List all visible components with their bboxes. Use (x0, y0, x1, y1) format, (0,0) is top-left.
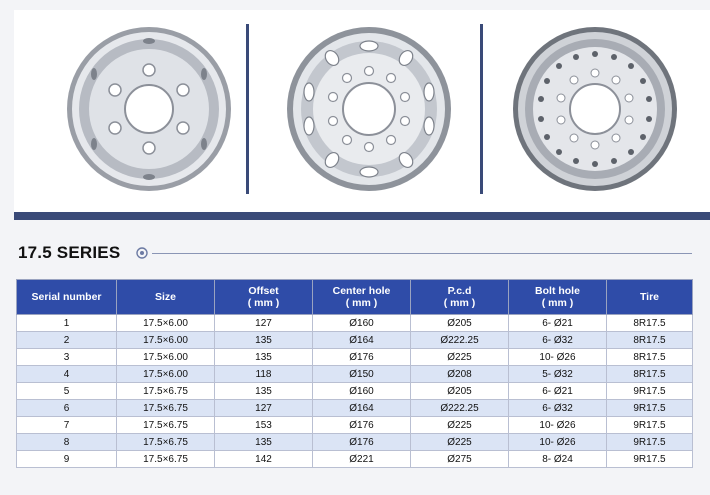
cell-bolt-hole: 6- Ø32 (509, 400, 607, 417)
cell-tire: 8R17.5 (607, 349, 693, 366)
cell-size: 17.5×6.75 (117, 417, 215, 434)
cell-offset: 153 (215, 417, 313, 434)
table-row (17, 451, 693, 468)
table-row (17, 315, 693, 332)
cell-bolt-hole: 8- Ø24 (509, 451, 607, 468)
cell-serial: 1 (17, 315, 117, 332)
series-rule (152, 253, 692, 254)
photo-divider (246, 24, 249, 194)
cell-serial: 4 (17, 366, 117, 383)
wheel-image-10-hole (284, 24, 454, 194)
cell-offset: 135 (215, 349, 313, 366)
cell-center-hole: Ø221 (313, 451, 411, 468)
table-row (17, 332, 693, 349)
cell-size: 17.5×6.00 (117, 349, 215, 366)
photo-divider (480, 24, 483, 194)
cell-bolt-hole: 6- Ø21 (509, 383, 607, 400)
table-row (17, 400, 693, 417)
cell-tire: 9R17.5 (607, 451, 693, 468)
cell-size: 17.5×6.75 (117, 400, 215, 417)
cell-pcd: Ø225 (411, 349, 509, 366)
cell-center-hole: Ø150 (313, 366, 411, 383)
cell-size: 17.5×6.75 (117, 383, 215, 400)
cell-size: 17.5×6.00 (117, 315, 215, 332)
cell-center-hole: Ø164 (313, 332, 411, 349)
cell-bolt-hole: 10- Ø26 (509, 417, 607, 434)
cell-size: 17.5×6.75 (117, 451, 215, 468)
table-row (17, 434, 693, 451)
cell-bolt-hole: 6- Ø21 (509, 315, 607, 332)
cell-center-hole: Ø160 (313, 383, 411, 400)
cell-tire: 8R17.5 (607, 315, 693, 332)
cell-center-hole: Ø160 (313, 315, 411, 332)
cell-bolt-hole: 10- Ø26 (509, 349, 607, 366)
header-center-hole: Center hole ( mm ) (313, 280, 411, 315)
wheel-image-10-hole-vented (510, 24, 680, 194)
table-header-row (17, 280, 693, 315)
cell-tire: 9R17.5 (607, 383, 693, 400)
table-row (17, 349, 693, 366)
cell-offset: 142 (215, 451, 313, 468)
cell-serial: 9 (17, 451, 117, 468)
header-tire: Tire (607, 280, 693, 315)
wheel-image-6-hole (64, 24, 234, 194)
cell-pcd: Ø225 (411, 434, 509, 451)
header-bolt-hole: Bolt hole ( mm ) (509, 280, 607, 315)
cell-bolt-hole: 5- Ø32 (509, 366, 607, 383)
cell-size: 17.5×6.00 (117, 366, 215, 383)
cell-pcd: Ø275 (411, 451, 509, 468)
header-offset: Offset ( mm ) (215, 280, 313, 315)
wheel-photo-band (14, 10, 710, 220)
cell-offset: 127 (215, 400, 313, 417)
cell-offset: 135 (215, 332, 313, 349)
cell-offset: 118 (215, 366, 313, 383)
table-row (17, 417, 693, 434)
cell-serial: 7 (17, 417, 117, 434)
cell-pcd: Ø222.25 (411, 332, 509, 349)
cell-serial: 6 (17, 400, 117, 417)
cell-pcd: Ø225 (411, 417, 509, 434)
cell-bolt-hole: 10- Ø26 (509, 434, 607, 451)
cell-offset: 135 (215, 434, 313, 451)
cell-pcd: Ø208 (411, 366, 509, 383)
cell-tire: 9R17.5 (607, 400, 693, 417)
cell-tire: 9R17.5 (607, 417, 693, 434)
cell-pcd: Ø205 (411, 383, 509, 400)
cell-center-hole: Ø176 (313, 349, 411, 366)
table-row (17, 366, 693, 383)
cell-bolt-hole: 6- Ø32 (509, 332, 607, 349)
cell-size: 17.5×6.75 (117, 434, 215, 451)
cell-center-hole: Ø176 (313, 417, 411, 434)
cell-tire: 9R17.5 (607, 434, 693, 451)
target-circle-icon (136, 247, 148, 259)
header-pcd: P.c.d ( mm ) (411, 280, 509, 315)
cell-tire: 8R17.5 (607, 366, 693, 383)
cell-serial: 2 (17, 332, 117, 349)
cell-size: 17.5×6.00 (117, 332, 215, 349)
cell-pcd: Ø205 (411, 315, 509, 332)
cell-serial: 8 (17, 434, 117, 451)
cell-pcd: Ø222.25 (411, 400, 509, 417)
table-row (17, 383, 693, 400)
header-serial-number: Serial number (17, 280, 117, 315)
cell-serial: 5 (17, 383, 117, 400)
cell-serial: 3 (17, 349, 117, 366)
cell-center-hole: Ø164 (313, 400, 411, 417)
cell-offset: 135 (215, 383, 313, 400)
header-size: Size (117, 280, 215, 315)
series-heading: 17.5 SERIES (18, 243, 121, 262)
cell-offset: 127 (215, 315, 313, 332)
cell-tire: 8R17.5 (607, 332, 693, 349)
cell-center-hole: Ø176 (313, 434, 411, 451)
spec-table (16, 279, 693, 468)
